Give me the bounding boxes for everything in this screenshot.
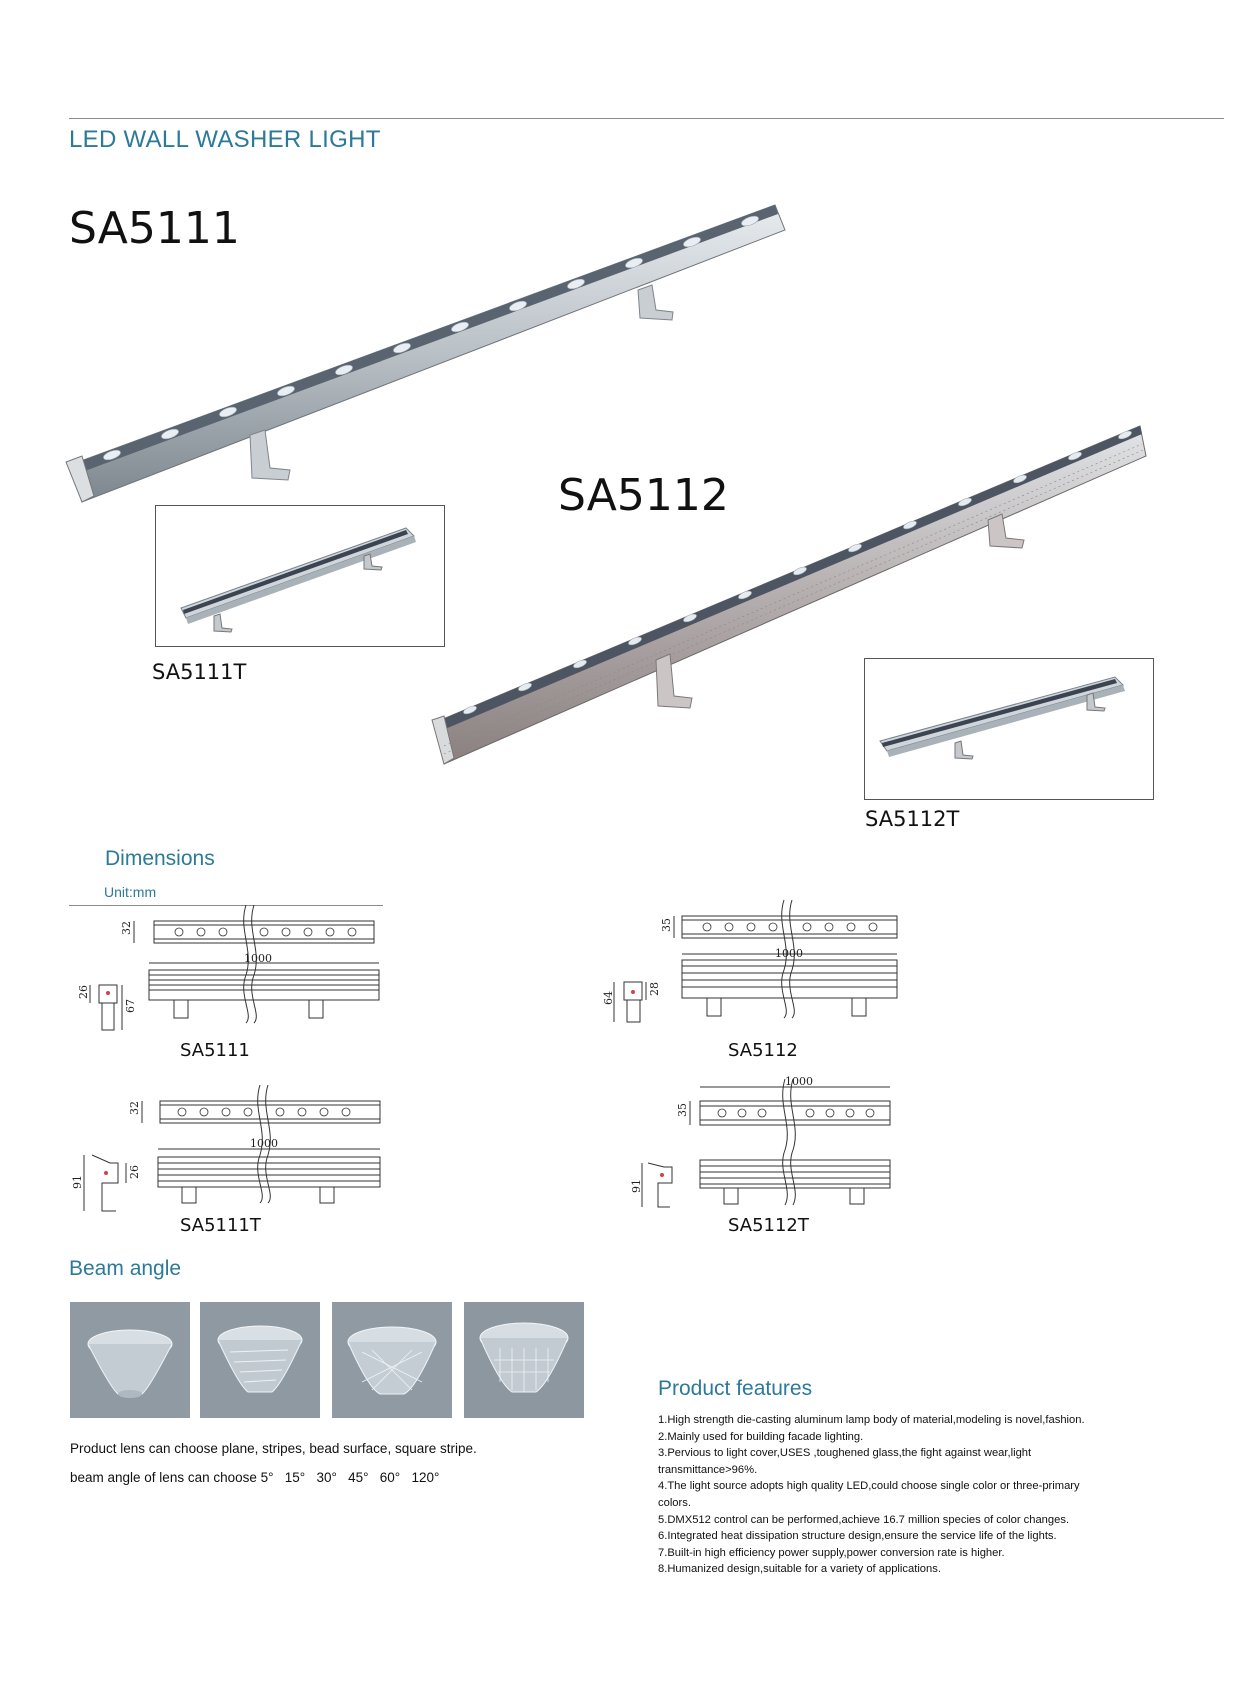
feature-item: 2.Mainly used for building facade lighting. — [658, 1430, 864, 1443]
feature-item: 7.Built-in high efficiency power supply,power conversion rate is higher. — [658, 1546, 1005, 1559]
drawing-sa5112t — [630, 1075, 910, 1220]
feature-item: 4.The light source adopts high quality LED,could choose single color or three-primary colors. — [658, 1480, 1080, 1509]
sa5111-length-text: 1000 — [244, 952, 272, 965]
sa5111t-height-text: 32 — [128, 1101, 141, 1115]
sa5111-side-a-text: 26 — [77, 985, 90, 999]
page-title: LED WALL WASHER LIGHT — [69, 126, 381, 153]
feature-item: 6.Integrated heat dissipation structure design,ensure the service life of the lights. — [658, 1530, 1057, 1543]
sa5112t-height-text: 35 — [676, 1103, 689, 1117]
header-rule — [69, 118, 1224, 119]
sa5112t-length-text: 1000 — [785, 1075, 813, 1088]
features-heading: Product features — [658, 1377, 813, 1400]
lens-options-text: Product lens can choose plane, stripes, bead surface, square stripe. — [70, 1441, 477, 1456]
sa5112-length-text: 1000 — [775, 947, 803, 960]
features-list — [658, 1412, 1128, 1578]
drawing-label-sa5112t: SA5112T — [728, 1215, 809, 1236]
drawing-label-sa5111: SA5111 — [180, 1040, 250, 1061]
sa5111t-side-b-text: 26 — [128, 1165, 141, 1179]
feature-item: 5.DMX512 control can be performed,achieve 16.7 million species of color changes. — [658, 1513, 1070, 1526]
model-label-sa5111t: SA5111T — [152, 660, 247, 684]
sa5111t-length-text: 1000 — [250, 1137, 278, 1150]
drawing-label-sa5111t: SA5111T — [180, 1215, 261, 1236]
drawing-sa5111t — [70, 1085, 400, 1225]
drawing-sa5111 — [64, 905, 394, 1045]
dimensions-heading: Dimensions — [105, 847, 215, 870]
model-title-sa5111: SA5111 — [69, 203, 240, 254]
sa5112-height-text: 35 — [660, 918, 673, 932]
sa5111t-product-photo — [156, 506, 444, 646]
model-label-sa5112t: SA5112T — [865, 807, 960, 831]
feature-item: 3.Pervious to light cover,USES ,toughened glass,the fight against wear,light transmittance>96%. — [658, 1447, 1032, 1476]
feature-item: 8.Humanized design,suitable for a variety of applications. — [658, 1563, 941, 1576]
sa5111t-side-a-text: 91 — [71, 1175, 84, 1189]
plane-lens-photo — [70, 1302, 190, 1418]
square-stripe-lens-photo — [464, 1302, 584, 1418]
sa5111-height-text: 32 — [120, 921, 133, 935]
sa5112-side-b-text: 28 — [648, 982, 661, 996]
unit-label: Unit:mm — [104, 884, 157, 900]
drawing-label-sa5112: SA5112 — [728, 1040, 798, 1061]
beam-angle-options-text: beam angle of lens can choose 5° 15° 30° 45° 60° 120° — [70, 1470, 440, 1485]
sa5111t-photo-frame — [155, 505, 445, 647]
sa5112-side-a-text: 64 — [602, 991, 615, 1005]
stripes-lens-photo — [200, 1302, 320, 1418]
sa5112t-photo-frame — [864, 658, 1154, 800]
model-title-sa5112: SA5112 — [558, 470, 729, 521]
beam-angle-heading: Beam angle — [69, 1257, 182, 1280]
sa5111-side-b-text: 67 — [124, 999, 137, 1013]
drawing-sa5112 — [602, 900, 912, 1040]
sa5112t-product-photo — [865, 659, 1153, 799]
feature-item: 1.High strength die-casting aluminum lamp body of material,modeling is novel,fashion. — [658, 1414, 1085, 1426]
sa5112t-side-a-text: 91 — [630, 1179, 643, 1193]
bead-surface-lens-photo — [332, 1302, 452, 1418]
